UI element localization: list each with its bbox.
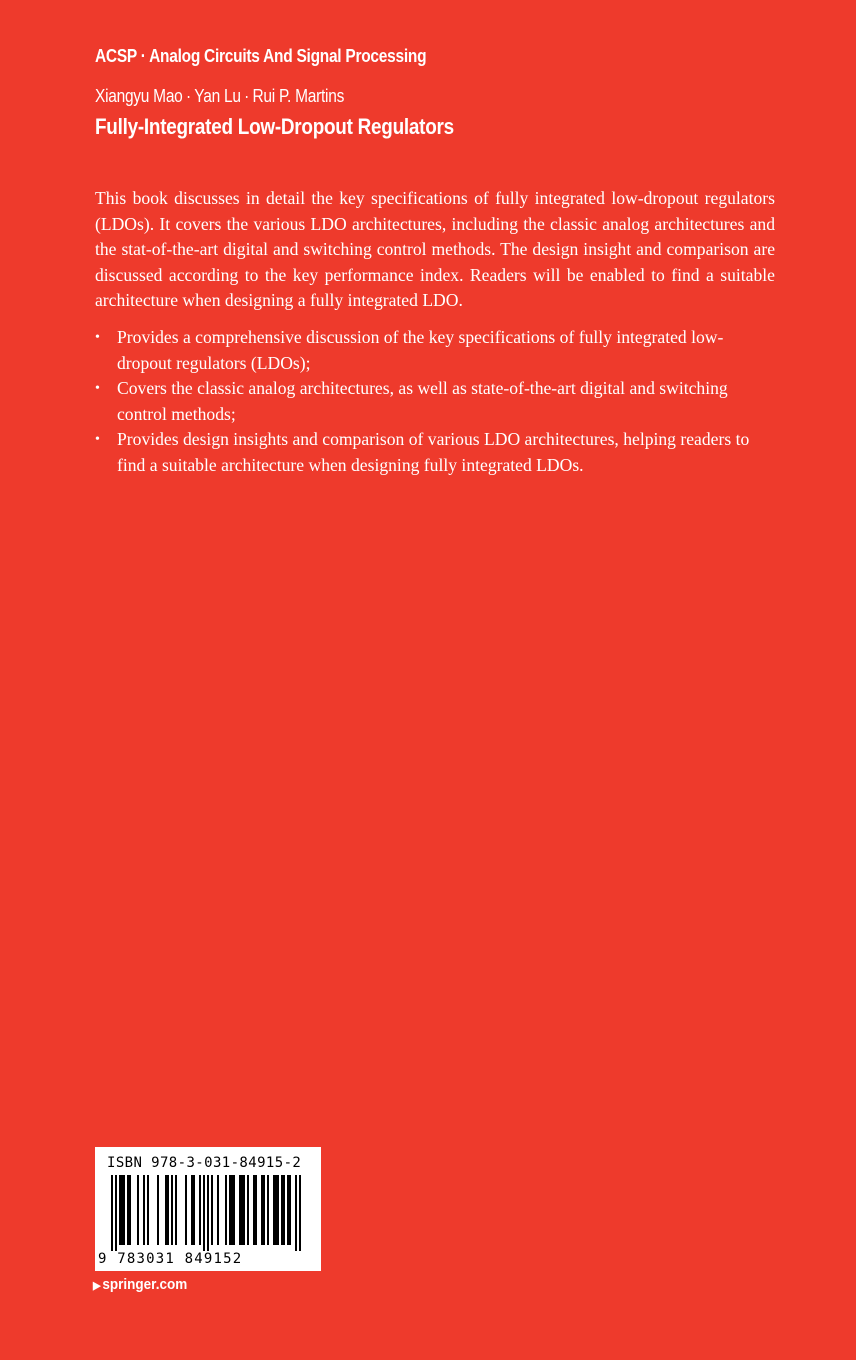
- barcode-bar: [225, 1175, 227, 1245]
- book-title: Fully-Integrated Low-Dropout Regulators: [95, 114, 454, 139]
- barcode: [95, 1147, 321, 1271]
- bullet-icon: •: [95, 432, 100, 447]
- barcode-bar: [231, 1175, 233, 1245]
- barcode-bar: [277, 1175, 279, 1245]
- barcode-bar: [261, 1175, 263, 1245]
- barcode-bar: [127, 1175, 129, 1245]
- barcode-bar: [147, 1175, 149, 1245]
- barcode-bar: [289, 1175, 291, 1245]
- barcode-bar: [115, 1175, 117, 1251]
- barcode-bar: [193, 1175, 195, 1245]
- barcode-bar: [275, 1175, 277, 1245]
- barcode-bar: [129, 1175, 131, 1245]
- barcode-bar: [243, 1175, 245, 1245]
- author-name: Yan Lu: [194, 86, 241, 106]
- barcode-bar: [111, 1175, 113, 1251]
- barcode-bar: [203, 1175, 205, 1251]
- author-list: [95, 86, 344, 107]
- barcode-bar: [185, 1175, 187, 1245]
- barcode-bar: [217, 1175, 219, 1245]
- author-name: Xiangyu Mao: [95, 86, 183, 106]
- barcode-bar: [263, 1175, 265, 1245]
- barcode-bar: [239, 1175, 241, 1245]
- barcode-bars-icon: [107, 1175, 309, 1251]
- barcode-bar: [171, 1175, 173, 1245]
- barcode-bar: [167, 1175, 169, 1245]
- barcode-bar: [253, 1175, 255, 1245]
- barcode-bar: [247, 1175, 249, 1245]
- barcode-bar: [267, 1175, 269, 1245]
- barcode-bar: [255, 1175, 257, 1245]
- barcode-bar: [157, 1175, 159, 1245]
- barcode-bar: [191, 1175, 193, 1245]
- barcode-bar: [175, 1175, 177, 1245]
- publisher-website[interactable]: [93, 1276, 187, 1293]
- barcode-bar: [123, 1175, 125, 1245]
- barcode-bar: [199, 1175, 201, 1245]
- feature-text: Provides a comprehensive discussion of the key specifications of fully integrated low-dropout regulators (LDOs);: [117, 327, 724, 373]
- barcode-bar: [287, 1175, 289, 1245]
- barcode-bar: [137, 1175, 139, 1245]
- barcode-digits: 9 783031 849152: [98, 1251, 243, 1267]
- barcode-bar: [273, 1175, 275, 1245]
- series-title: ACSP · Analog Circuits And Signal Processing: [95, 46, 427, 66]
- feature-text: Covers the classic analog architectures, as well as state-of-the-art digital and switching control methods;: [117, 378, 728, 424]
- barcode-bar: [283, 1175, 285, 1245]
- feature-list: [95, 325, 775, 478]
- barcode-bar: [211, 1175, 213, 1245]
- barcode-bar: [143, 1175, 145, 1245]
- barcode-bar: [165, 1175, 167, 1245]
- book-description: This book discusses in detail the key specifications of fully integrated low-dropout regulators (LDOs). It covers the various LDO architectures, including the classic analog architectures and the stat-of-the-art digital and switching control methods. The design insight and comparison are discussed according to the key performance index. Readers will be enabled to find a suitable architecture when designing a fully integrated LDO.: [95, 188, 775, 310]
- author-separator: ·: [185, 86, 191, 106]
- feature-item: [95, 427, 775, 478]
- barcode-bar: [241, 1175, 243, 1245]
- feature-item: [95, 325, 775, 376]
- author-separator: ·: [244, 86, 250, 106]
- barcode-bar: [281, 1175, 283, 1245]
- barcode-bar: [299, 1175, 301, 1251]
- isbn-label: ISBN 978-3-031-84915-2: [107, 1155, 302, 1171]
- arrow-right-icon: ▶: [93, 1280, 101, 1292]
- feature-item: [95, 376, 775, 427]
- bullet-icon: •: [95, 330, 100, 345]
- barcode-bar: [207, 1175, 209, 1251]
- barcode-bar: [233, 1175, 235, 1245]
- bullet-icon: •: [95, 381, 100, 396]
- barcode-bar: [119, 1175, 121, 1245]
- barcode-bar: [295, 1175, 297, 1251]
- website-text: springer.com: [102, 1276, 188, 1293]
- barcode-bar: [229, 1175, 231, 1245]
- barcode-bar: [121, 1175, 123, 1245]
- feature-text: Provides design insights and comparison of various LDO architectures, helping readers to find a suitable architecture when designing fully integrated LDOs.: [117, 429, 750, 475]
- author-name: Rui P. Martins: [252, 86, 345, 106]
